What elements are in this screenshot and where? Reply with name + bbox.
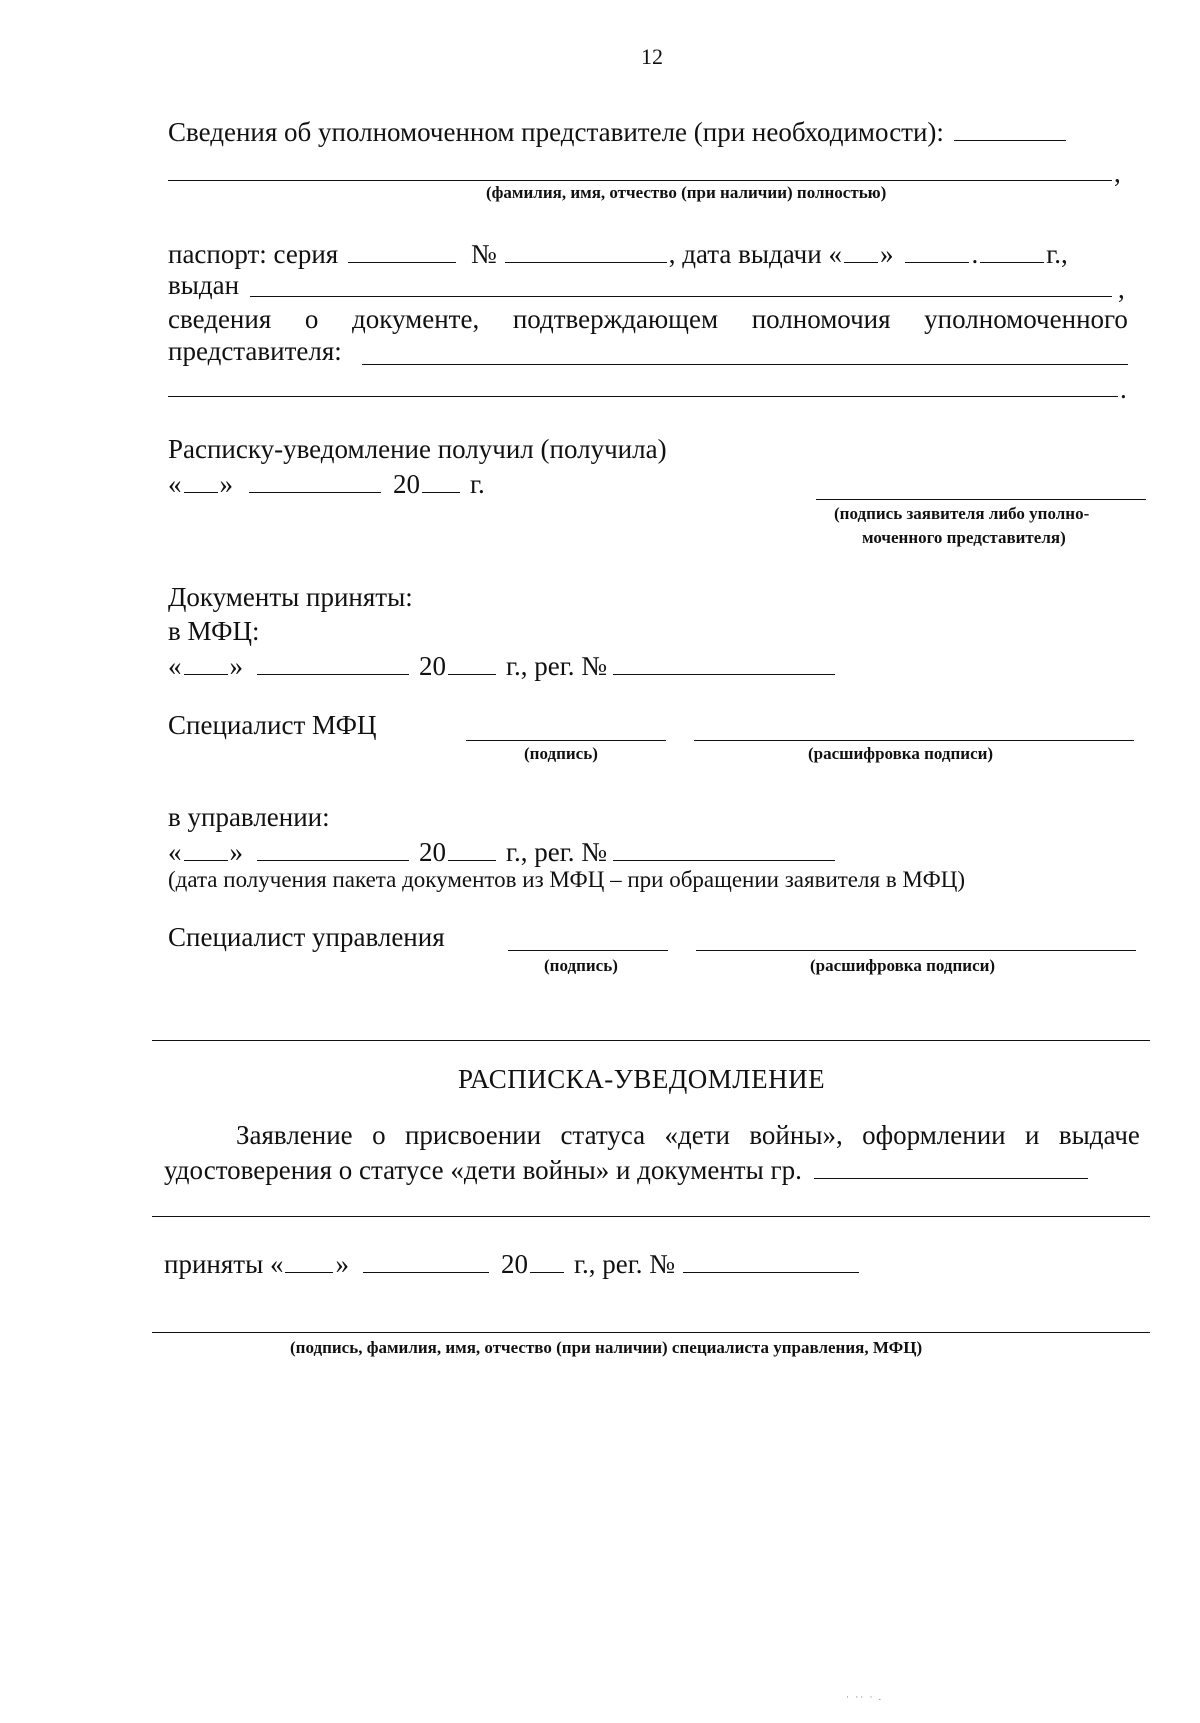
dept-reg-number-field[interactable] (613, 838, 835, 861)
mfc-year-prefix: 20 (419, 651, 446, 681)
authority-document-word: уполномоченного (924, 304, 1128, 334)
dept-year-prefix: 20 (419, 837, 446, 867)
citizen-name-line-2[interactable] (152, 1216, 1150, 1217)
receipt-notice-word: оформлении (862, 1120, 1006, 1150)
mfc-day-field[interactable] (184, 652, 228, 675)
dept-day-field[interactable] (184, 838, 228, 861)
documents-accepted-heading: Документы приняты: (168, 582, 413, 612)
applicant-signature-caption-1: (подпись заявителя либо уполно- (834, 504, 1090, 523)
receipt-notice-paragraph (236, 1122, 1140, 1149)
applicant-signature-caption-2: моченного представителя) (862, 528, 1066, 547)
authority-document-label: представителя: (168, 336, 342, 366)
receipt-notice-line2-text: удостоверения о статусе «дети войны» и документы гр. (164, 1155, 802, 1185)
issued-by-comma: , (1118, 274, 1125, 304)
issue-day-field[interactable] (844, 240, 878, 263)
department-date-row (168, 838, 837, 866)
accepted-reg-number-field[interactable] (683, 1250, 859, 1273)
accepted-year-prefix: 20 (500, 1249, 528, 1279)
authority-document-line-1[interactable] (362, 364, 1128, 365)
mfc-specialist-label: Специалист МФЦ (168, 710, 377, 740)
mfc-decoding-caption: (расшифровка подписи) (808, 744, 994, 763)
passport-number-field[interactable] (505, 240, 667, 263)
dept-date-close: » (229, 837, 243, 867)
department-label: в управлении: (168, 802, 330, 832)
receipt-notice-line2 (164, 1156, 1090, 1184)
section-separator (152, 1040, 1150, 1041)
accepted-year-field[interactable] (530, 1250, 564, 1273)
receipt-notice-word: Заявление (236, 1120, 353, 1150)
bottom-caption: (подпись, фамилия, имя, отчество (при наличии) специалиста управления, МФЦ) (290, 1338, 923, 1357)
issued-by-line[interactable] (250, 296, 1112, 297)
dept-specialist-label: Специалист управления (168, 922, 445, 952)
receipt-notice-word: присвоении (404, 1120, 542, 1150)
mfc-month-field[interactable] (257, 652, 409, 675)
authority-document-word: документе, (352, 304, 480, 334)
passport-row (168, 240, 1068, 268)
scan-speck: · ·· · . (846, 1692, 883, 1702)
authority-document-word: полномочия (751, 304, 891, 334)
mfc-year-field[interactable] (448, 652, 496, 675)
passport-number-label: № (470, 239, 497, 269)
receipt-notice-word: о (372, 1120, 386, 1150)
accepted-month-field[interactable] (363, 1250, 489, 1273)
dept-date-open: « (168, 837, 182, 867)
mfc-date-row (168, 652, 837, 680)
authority-document-word: о (304, 304, 319, 334)
representative-fio-comma: , (1114, 158, 1121, 188)
mfc-signature-caption: (подпись) (524, 744, 598, 763)
dept-decoding-caption: (расшифровка подписи) (810, 956, 996, 975)
passport-series-label: паспорт: серия (168, 239, 339, 269)
received-year-prefix: 20 (393, 469, 420, 499)
receipt-notice-word: «дети (664, 1120, 730, 1150)
specialist-signature-line[interactable] (152, 1332, 1150, 1333)
receipt-notice-word: войны», (749, 1120, 843, 1150)
authority-document-line-2[interactable] (168, 396, 1118, 397)
authority-document-word: подтверждающем (512, 304, 719, 334)
issue-year-field[interactable] (980, 240, 1044, 263)
dept-decoding-line[interactable] (696, 950, 1136, 951)
page-number: 12 (641, 44, 663, 69)
issue-year-suffix: г., (1046, 239, 1068, 269)
fio-caption: (фамилия, имя, отчество (при наличии) полностью) (486, 183, 887, 202)
mfc-signature-line[interactable] (466, 740, 666, 741)
dept-signature-line[interactable] (508, 950, 668, 951)
representative-heading-text: Сведения об уполномоченном представителе (при необходимости): (168, 117, 944, 147)
dept-year-field[interactable] (448, 838, 496, 861)
received-date-close: » (219, 469, 233, 499)
dept-date-caption: (дата получения пакета документов из МФЦ – при обращении заявителя в МФЦ) (168, 867, 966, 892)
mfc-label: в МФЦ: (168, 616, 260, 646)
received-month-field[interactable] (249, 470, 381, 493)
dept-signature-caption: (подпись) (544, 956, 618, 975)
issue-month-field[interactable] (905, 240, 969, 263)
representative-fio-line[interactable] (168, 180, 1112, 181)
received-year-suffix: г. (470, 469, 485, 499)
dept-reg-suffix: г., рег. № (506, 837, 608, 867)
authority-document-line (168, 306, 1128, 333)
mfc-date-close: » (229, 651, 243, 681)
accepted-date-close: » (335, 1249, 349, 1279)
mfc-date-open: « (168, 651, 182, 681)
receipt-notice-word: и (1024, 1120, 1040, 1150)
authority-document-word: сведения (168, 304, 272, 334)
accepted-day-field[interactable] (285, 1250, 333, 1273)
received-year-field[interactable] (422, 470, 460, 493)
issue-date-label: , дата выдачи « (668, 239, 842, 269)
accepted-row (164, 1250, 861, 1278)
received-day-field[interactable] (184, 470, 218, 493)
receipt-notice-title: РАСПИСКА-УВЕДОМЛЕНИЕ (458, 1064, 826, 1094)
representative-blank[interactable] (954, 118, 1066, 141)
issued-by-label: выдан (168, 270, 240, 300)
mfc-reg-suffix: г., рег. № (506, 651, 608, 681)
receipt-received-date (168, 470, 485, 498)
passport-series-field[interactable] (348, 240, 456, 263)
issue-date-dot: . (971, 239, 979, 269)
received-date-open: « (168, 469, 182, 499)
authority-document-period: . (1120, 374, 1127, 404)
representative-heading (168, 118, 1068, 146)
mfc-decoding-line[interactable] (694, 740, 1134, 741)
receipt-notice-word: выдаче (1058, 1120, 1140, 1150)
accepted-reg-suffix: г., рег. № (573, 1249, 676, 1279)
dept-month-field[interactable] (257, 838, 409, 861)
receipt-notice-word: статуса (560, 1120, 646, 1150)
accepted-label: приняты « (164, 1249, 284, 1279)
mfc-reg-number-field[interactable] (613, 652, 835, 675)
issue-day-close: » (879, 239, 894, 269)
citizen-name-field[interactable] (814, 1156, 1088, 1179)
applicant-signature-line[interactable] (816, 499, 1146, 500)
receipt-received-heading: Расписку-уведомление получил (получила) (168, 434, 667, 464)
